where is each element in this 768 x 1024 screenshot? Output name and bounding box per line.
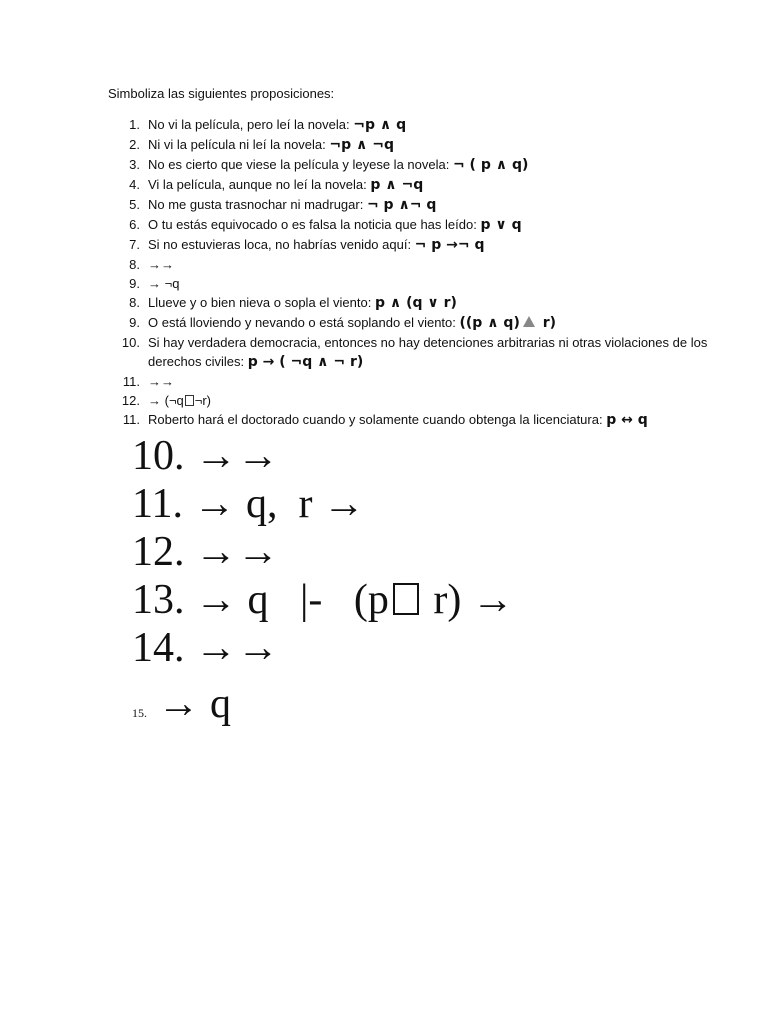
item-symbol: p ∨ q — [480, 217, 522, 233]
item-number: 5. — [129, 197, 140, 212]
last-line-text: → q — [147, 681, 231, 727]
list-item — [108, 255, 708, 274]
item-text: Si no estuvieras loca, no habrías venido aquí: — [148, 237, 415, 252]
large-line: 14. →→ — [132, 625, 279, 671]
item-number: 10. — [121, 335, 140, 350]
item-number: 12. — [121, 393, 140, 408]
last-line-number: 15. — [132, 706, 147, 720]
item-text: No vi la película, pero leí la novela: — [148, 117, 354, 132]
instructions-heading: Simboliza las siguientes proposiciones: — [108, 86, 335, 101]
item-symbol: ¬ p ∧¬ q — [366, 197, 437, 213]
item-text-tail: ¬r) — [194, 393, 212, 408]
large-line-tail: r) → — [422, 577, 514, 623]
item-text: Vi la película, aunque no leí la novela: — [148, 177, 371, 192]
propositions-list — [108, 115, 708, 430]
list-item — [108, 274, 708, 293]
item-number: 7. — [129, 237, 140, 252]
list-item — [108, 215, 708, 235]
item-symbol: ¬p ∧ q — [353, 117, 407, 133]
list-item — [108, 372, 708, 391]
list-item — [108, 313, 708, 333]
item-number: 3. — [129, 157, 140, 172]
last-line — [132, 680, 231, 728]
item-text: →→ — [148, 374, 174, 389]
list-item — [108, 195, 708, 215]
item-symbol: ¬ p →¬ q — [414, 237, 485, 253]
item-text: No me gusta trasnochar ni madrugar: — [148, 197, 367, 212]
item-number: 9. — [129, 315, 140, 330]
item-number: 8. — [129, 295, 140, 310]
triangle-icon — [523, 316, 535, 327]
item-text: Ni vi la película ni leí la novela: — [148, 137, 330, 152]
item-symbol: ¬p ∧ ¬q — [329, 137, 394, 153]
large-numbered-lines — [132, 432, 514, 672]
item-number: 2. — [129, 137, 140, 152]
list-item — [108, 115, 708, 135]
item-text: No es cierto que viese la película y leyese la novela: — [148, 157, 453, 172]
list-item — [108, 135, 708, 155]
list-item — [108, 391, 708, 410]
item-text: → (¬q — [148, 393, 184, 408]
item-symbol-tail: r) — [537, 315, 557, 331]
missing-glyph-icon — [185, 395, 194, 406]
item-number: 6. — [129, 217, 140, 232]
list-item — [108, 235, 708, 255]
item-number: 8. — [129, 257, 140, 272]
list-item — [108, 155, 708, 175]
list-item — [108, 175, 708, 195]
item-text: Roberto hará el doctorado cuando y solamente cuando obtenga la licenciatura: — [148, 412, 607, 427]
item-text: Si hay verdadera democracia, entonces no hay detenciones arbitrarias ni otras violaciones de los derechos civiles: — [148, 335, 708, 369]
list-item — [108, 410, 708, 430]
list-item — [108, 293, 708, 313]
item-number: 11. — [122, 374, 140, 389]
item-number: 4. — [129, 177, 140, 192]
item-text: → ¬q — [148, 276, 180, 291]
item-symbol: p → ( ¬q ∧ ¬ r) — [247, 354, 364, 370]
item-symbol: ¬ ( p ∧ q) — [452, 157, 529, 173]
large-line: 11. → q, r → — [132, 481, 365, 527]
item-symbol: p ∧ (q ∨ r) — [374, 295, 457, 311]
item-symbol: p ↔ q — [606, 412, 648, 428]
item-symbol: p ∧ ¬q — [370, 177, 424, 193]
item-text: →→ — [148, 257, 174, 272]
item-text: O tu estás equivocado o es falsa la noticia que has leído: — [148, 217, 481, 232]
item-text: Llueve y o bien nieva o sopla el viento: — [148, 295, 375, 310]
item-number: 1. — [129, 117, 140, 132]
large-line-head: 13. → q |- (p — [132, 577, 389, 623]
item-text: O está lloviendo y nevando o está soplando el viento: — [148, 315, 460, 330]
item-number: 9. — [129, 276, 140, 291]
list-item — [108, 333, 708, 372]
item-number: 11. — [122, 412, 140, 427]
large-line — [132, 576, 514, 624]
large-line: 12. →→ — [132, 529, 279, 575]
item-symbol: ((p ∧ q) — [459, 315, 520, 331]
large-line: 10. →→ — [132, 433, 279, 479]
missing-glyph-icon — [393, 583, 419, 615]
